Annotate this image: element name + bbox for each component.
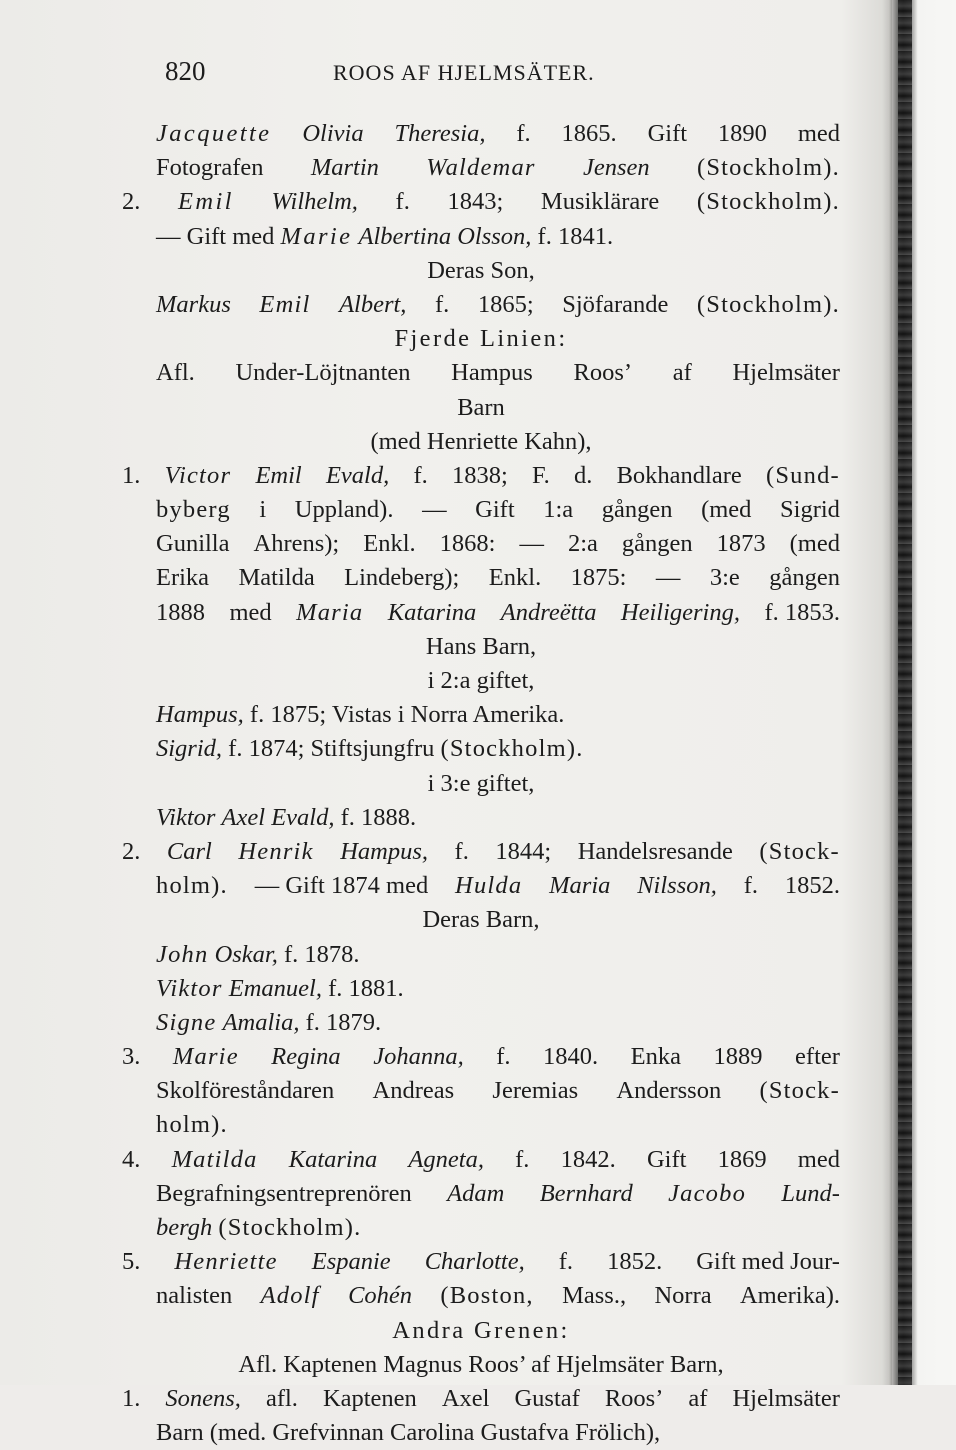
text-line-l33 <box>122 1211 840 1245</box>
text-segment: Afl. Kaptenen Magnus Roos’ af Hjelmsäter Barn, <box>238 1350 724 1378</box>
text-line-l10 <box>122 425 840 459</box>
text-segment: — Gift 1874 med <box>254 872 429 900</box>
text-segment: Hampus <box>451 359 533 387</box>
text-line-l24 <box>122 903 840 937</box>
text-segment: gången <box>621 530 693 558</box>
text-segment: F. <box>531 461 550 489</box>
text-segment: Sonens, <box>165 1384 241 1412</box>
text-segment: f. <box>516 120 531 147</box>
text-line-l12 <box>122 493 840 527</box>
text-segment: Viktor <box>156 803 216 831</box>
text-segment: Norra <box>654 1282 712 1310</box>
text-segment: 1865. <box>561 120 617 147</box>
text-segment: Sjöfarande <box>562 290 669 318</box>
text-segment: 3:e <box>709 564 740 592</box>
text-segment: f. <box>435 290 450 318</box>
text-segment: Emanuel, <box>228 974 322 1002</box>
text-segment: (Stockholm). <box>218 1214 362 1241</box>
text-segment: Hjelmsäter <box>732 1384 840 1412</box>
text-segment: bergh <box>156 1214 213 1241</box>
text-segment: f. 1875; Vistas i Norra Amerika. <box>249 701 565 729</box>
text-segment: f. 1878. <box>283 940 360 968</box>
text-segment: Katarina <box>387 598 477 626</box>
text-segment: 1838; <box>451 461 508 489</box>
text-segment: 5. <box>122 1248 141 1276</box>
text-segment: Hampus, <box>156 701 244 729</box>
text-segment: Bokhandlare <box>616 461 742 489</box>
text-segment: af <box>672 359 692 387</box>
text-line-l19 <box>122 732 840 766</box>
text-segment: f. <box>558 1248 574 1276</box>
text-segment: 3. <box>122 1043 141 1071</box>
text-segment: Jacobo <box>668 1179 747 1207</box>
text-segment: 1873 <box>716 530 766 558</box>
text-segment: Fjerde Linien: <box>394 325 568 353</box>
text-line-l38 <box>122 1382 840 1416</box>
page-gutter-shadow <box>882 0 892 1385</box>
text-segment: Hulda <box>455 872 523 900</box>
text-segment: Emil <box>255 461 302 489</box>
text-segment: byberg <box>156 496 231 524</box>
text-segment: — <box>655 564 681 592</box>
text-segment: Hjelmsäter <box>732 359 840 387</box>
text-line-l36 <box>122 1314 840 1348</box>
text-segment: 2. <box>122 837 141 865</box>
text-segment: Maria <box>549 872 611 900</box>
text-segment: Amalia, <box>222 1008 300 1036</box>
text-segment: f. <box>454 837 469 865</box>
text-segment: Erika <box>156 564 210 592</box>
text-segment: Gift <box>647 120 688 147</box>
text-segment: 1852. <box>607 1248 663 1276</box>
text-segment: 1. <box>122 1384 141 1412</box>
text-segment: Axel Evald, <box>221 803 335 831</box>
text-line-l04 <box>122 220 840 254</box>
text-segment: 1865; <box>477 290 534 318</box>
text-line-l32 <box>122 1177 840 1211</box>
text-segment: Begrafningsentreprenören <box>156 1179 412 1207</box>
text-segment: Regina <box>271 1043 341 1071</box>
text-segment: i 3:e giftet, <box>427 769 535 797</box>
text-segment: (Sund- <box>766 461 840 489</box>
text-segment: Matilda <box>171 1145 258 1173</box>
text-segment: Heiligering, <box>620 598 740 626</box>
text-segment: i 2:a giftet, <box>427 667 535 694</box>
text-segment: (Stock- <box>759 1077 840 1105</box>
text-segment: Barn (med. Grefvinnan Carolina Gustafva Frölich), <box>156 1419 661 1447</box>
text-line-l03 <box>122 185 840 219</box>
text-line-l39 <box>122 1416 840 1450</box>
text-segment: (med Henriette Kahn), <box>370 427 592 455</box>
text-segment: Gift <box>646 1145 687 1173</box>
text-segment: f. <box>496 1043 511 1071</box>
text-segment: Oskar, <box>214 940 278 968</box>
text-segment: 2. <box>122 188 141 216</box>
text-segment: Theresia, <box>394 120 486 147</box>
text-segment: Skolföreståndaren <box>156 1077 335 1105</box>
text-line-l29 <box>122 1074 840 1108</box>
text-line-l06 <box>122 288 840 322</box>
text-segment: Gustaf <box>514 1384 580 1412</box>
text-segment: Emil <box>178 188 234 216</box>
text-segment: af <box>688 1384 708 1412</box>
text-segment: Fotografen <box>156 154 264 182</box>
text-segment: Olivia <box>302 120 364 147</box>
text-line-l34 <box>122 1245 840 1279</box>
text-segment: Enkl. <box>488 564 542 592</box>
text-segment: John <box>156 940 209 968</box>
text-segment: Musiklärare <box>540 188 660 216</box>
text-segment: f. 1853. <box>764 598 840 626</box>
text-segment: Albertina Olsson, <box>358 222 532 250</box>
text-segment: (Boston, <box>440 1282 534 1310</box>
text-line-l07 <box>122 322 840 356</box>
text-line-l35 <box>122 1279 840 1313</box>
text-line-l09 <box>122 391 840 425</box>
text-line-l37 <box>122 1348 840 1382</box>
text-line-l26 <box>122 972 840 1006</box>
running-head: ROOS AF HJELMSÄTER. <box>333 60 595 85</box>
text-segment: Marie <box>280 222 353 250</box>
text-segment: f. 1879. <box>305 1008 382 1036</box>
text-segment: — <box>519 530 544 558</box>
text-segment: Sigrid, <box>156 735 223 763</box>
text-segment: 1875: <box>570 564 627 592</box>
text-segment: Jacquette <box>156 120 272 147</box>
text-segment: Carl <box>166 837 212 865</box>
page-header <box>165 56 845 96</box>
text-segment: Lund- <box>781 1179 840 1207</box>
text-segment: 4. <box>122 1145 141 1173</box>
page-number: 820 <box>165 56 206 86</box>
text-segment: gången <box>769 564 840 592</box>
text-segment: (Stockholm). <box>696 290 840 318</box>
text-segment: Afl. <box>156 359 195 387</box>
text-segment: med <box>797 120 840 147</box>
text-segment: f. <box>395 188 410 216</box>
text-line-l15 <box>122 596 840 630</box>
text-segment: Viktor <box>156 974 223 1002</box>
text-segment: Martin <box>310 154 379 182</box>
text-line-l17 <box>122 664 840 698</box>
text-segment: Hampus, <box>340 837 428 865</box>
text-segment: afl. <box>265 1384 298 1412</box>
text-segment: f. 1841. <box>537 222 614 250</box>
text-segment: Lindeberg); <box>344 564 460 592</box>
text-segment: 1852. <box>784 872 840 900</box>
text-line-l08 <box>122 356 840 390</box>
text-segment: nalisten <box>156 1282 233 1310</box>
text-segment: Johanna, <box>373 1043 464 1071</box>
text-segment: med <box>797 1145 840 1173</box>
text-segment: Andreëtta <box>500 598 597 626</box>
text-segment: Gift med Jour- <box>696 1248 840 1276</box>
text-segment: Adolf <box>260 1282 320 1310</box>
text-segment: 1889 <box>713 1043 763 1071</box>
text-segment: Agneta, <box>408 1145 484 1173</box>
text-segment: Ahrens); <box>253 530 340 558</box>
text-segment: Andreas <box>372 1077 455 1105</box>
text-segment: Amerika). <box>739 1282 840 1310</box>
text-segment: Espanie <box>311 1248 391 1276</box>
text-segment: Albert, <box>339 290 407 318</box>
text-segment: f. <box>743 872 758 900</box>
text-segment: f. 1888. <box>340 803 417 831</box>
text-segment: Emil <box>259 290 311 318</box>
text-segment: — <box>422 496 447 524</box>
text-segment: 1868: <box>439 530 496 558</box>
text-segment: 1869 <box>717 1145 767 1173</box>
text-segment: 1843; <box>447 188 504 216</box>
text-segment: Deras Barn, <box>422 906 540 934</box>
text-line-l16 <box>122 630 840 664</box>
text-segment: Enkl. <box>363 530 416 558</box>
text-segment: Henriette <box>174 1248 278 1276</box>
text-segment: Waldemar <box>426 154 536 182</box>
text-segment: Maria <box>296 598 364 626</box>
text-line-l28 <box>122 1040 840 1074</box>
text-segment: d. <box>574 461 593 489</box>
text-segment: Andra Grenen: <box>392 1316 570 1344</box>
text-segment: Bernhard <box>539 1179 633 1207</box>
text-segment: Uppland). <box>294 496 394 524</box>
text-segment: Markus <box>156 290 231 318</box>
text-line-l05 <box>122 254 840 288</box>
text-segment: Wilhelm, <box>271 188 358 216</box>
text-line-l14 <box>122 561 840 595</box>
text-line-l22 <box>122 835 840 869</box>
text-segment: 1840. <box>543 1043 599 1071</box>
text-segment: Kaptenen <box>322 1384 417 1412</box>
text-segment: gången <box>601 496 673 524</box>
text-segment: med <box>229 598 272 626</box>
text-segment: Andersson <box>616 1077 722 1105</box>
text-segment: Barn <box>457 393 505 421</box>
body-text <box>122 117 840 1450</box>
text-segment: Adam <box>447 1179 505 1207</box>
text-segment: Cohén <box>348 1282 413 1310</box>
text-segment: f. 1881. <box>328 974 404 1002</box>
text-segment: Henrik <box>238 837 314 865</box>
text-segment: holm). <box>156 1111 228 1139</box>
text-segment: Victor <box>164 461 232 489</box>
text-segment: (med <box>701 496 752 524</box>
text-line-l01 <box>122 117 840 151</box>
text-segment: f. <box>413 461 428 489</box>
text-segment: Sigrid <box>780 496 840 524</box>
text-segment: (Stockholm). <box>696 188 840 216</box>
text-segment: 2:a <box>567 530 598 558</box>
text-line-l20 <box>122 767 840 801</box>
text-segment: f. 1874; Stiftsjungfru <box>228 735 435 763</box>
text-line-l27 <box>122 1006 840 1040</box>
text-segment: 1890 <box>717 120 767 147</box>
text-segment: Jensen <box>582 154 650 182</box>
text-segment: Handelsresande <box>577 837 733 865</box>
text-segment: Jeremias <box>492 1077 579 1105</box>
text-line-l13 <box>122 527 840 561</box>
text-segment: 1:a <box>543 496 574 524</box>
text-segment: Axel <box>441 1384 490 1412</box>
text-line-l18 <box>122 698 840 732</box>
text-segment: Katarina <box>288 1145 378 1173</box>
text-segment: Under-Löjtnanten <box>235 359 411 387</box>
text-line-l25 <box>122 938 840 972</box>
text-segment: Marie <box>172 1043 239 1071</box>
text-segment: Charlotte, <box>424 1248 525 1276</box>
text-segment: — Gift med <box>156 222 275 250</box>
text-segment: f. <box>515 1145 530 1173</box>
text-line-l23 <box>122 869 840 903</box>
text-line-l30 <box>122 1108 840 1142</box>
text-segment: 1. <box>122 461 141 489</box>
text-segment: (Stockholm). <box>696 154 840 182</box>
text-segment: holm). <box>156 872 228 900</box>
text-segment: (Stockholm). <box>440 735 584 763</box>
book-spine-edge <box>898 0 912 1385</box>
text-segment: Nilsson, <box>637 872 717 900</box>
text-segment: Matilda <box>238 564 315 592</box>
text-segment: 1888 <box>156 598 205 626</box>
text-segment: Gift <box>475 496 515 524</box>
text-segment: 1842. <box>560 1145 616 1173</box>
text-segment: Evald, <box>325 461 390 489</box>
text-segment: efter <box>795 1043 840 1071</box>
text-segment: Signe <box>156 1008 217 1036</box>
text-segment: Gunilla <box>156 530 230 558</box>
text-segment: (med <box>789 530 840 558</box>
text-segment: 1844; <box>495 837 552 865</box>
text-line-l11 <box>122 459 840 493</box>
text-line-l21 <box>122 801 840 835</box>
text-segment: Mass., <box>562 1282 627 1310</box>
text-line-l31 <box>122 1143 840 1177</box>
text-segment: Enka <box>630 1043 682 1071</box>
text-segment: (Stock- <box>759 837 840 865</box>
text-line-l02 <box>122 151 840 185</box>
text-segment: i <box>259 496 267 524</box>
text-segment: Roos’ <box>573 359 633 387</box>
text-segment: Roos’ <box>604 1384 664 1412</box>
text-segment: Hans Barn, <box>425 632 537 660</box>
text-segment: Deras Son, <box>427 256 535 284</box>
